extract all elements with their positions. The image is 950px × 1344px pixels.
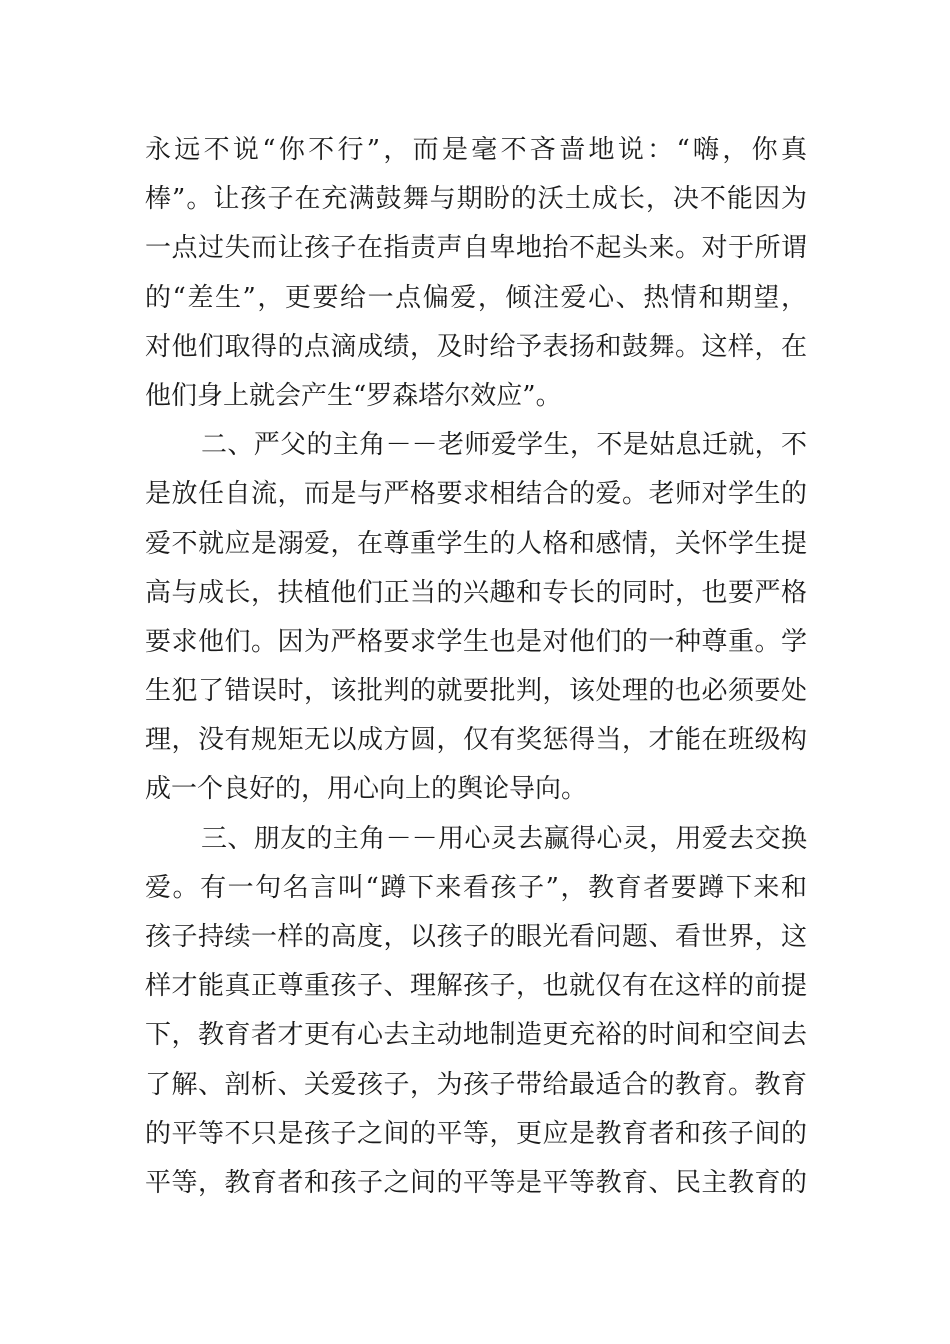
text-line: 生犯了错误时，该批判的就要批判，该处理的也必须要处: [145, 676, 807, 707]
paragraph: [145, 421, 807, 815]
text-line: 孩子持续一样的高度，以孩子的眼光看问题、看世界，这: [145, 922, 807, 952]
text-line: 高与成长，扶植他们正当的兴趣和专长的同时，也要严格: [145, 577, 807, 608]
text-line: 是放任自流，而是与严格要求相结合的爱。老师对学生的: [145, 479, 807, 510]
text-line: 爱。有一句名言叫“蹲下来看孩子”，教育者要蹲下来和: [145, 872, 807, 903]
text-line: 的平等不只是孩子之间的平等，更应是教育者和孩子间的: [145, 1118, 807, 1149]
text-line: 下，教育者才更有心去主动地制造更充裕的时间和空间去: [145, 1020, 807, 1051]
paragraph: [145, 126, 807, 421]
text-line: 平等，教育者和孩子之间的平等是平等教育、民主教育的: [145, 1167, 807, 1198]
text-line: 永远不说“你不行”，而是毫不吝啬地说：“嗨，你真: [145, 135, 807, 165]
text-line: 三、朋友的主角－－用心灵去赢得心灵，用爱去交换: [201, 823, 807, 854]
text-line: 要求他们。因为严格要求学生也是对他们的一种尊重。学: [145, 626, 807, 657]
text-line: 理，没有规矩无以成方圆，仅有奖惩得当，才能在班级构: [145, 725, 807, 756]
text-line: 爱不就应是溺爱，在尊重学生的人格和感情，关怀学生提: [145, 528, 807, 559]
text-line: 一点过失而让孩子在指责声自卑地抬不起头来。对于所谓: [145, 233, 807, 264]
text-line: 他们身上就会产生“罗森塔尔效应”。: [145, 380, 562, 411]
text-line: 棒”。让孩子在充满鼓舞与期盼的沃土成长，决不能因为: [145, 184, 807, 215]
body-text: [145, 126, 807, 1208]
text-line: 了解、剖析、关爱孩子，为孩子带给最适合的教育。教育: [145, 1069, 807, 1100]
text-line: 的“差生”，更要给一点偏爱，倾注爱心、热情和期望，: [145, 282, 807, 313]
text-line: 二、严父的主角－－老师爱学生，不是姑息迁就，不: [201, 430, 807, 461]
text-line: 成一个良好的，用心向上的舆论导向。: [145, 774, 588, 805]
paragraph: [145, 815, 807, 1209]
text-line: 样才能真正尊重孩子、理解孩子，也就仅有在这样的前提: [145, 971, 807, 1002]
text-line: 对他们取得的点滴成绩，及时给予表扬和鼓舞。这样，在: [145, 331, 807, 362]
